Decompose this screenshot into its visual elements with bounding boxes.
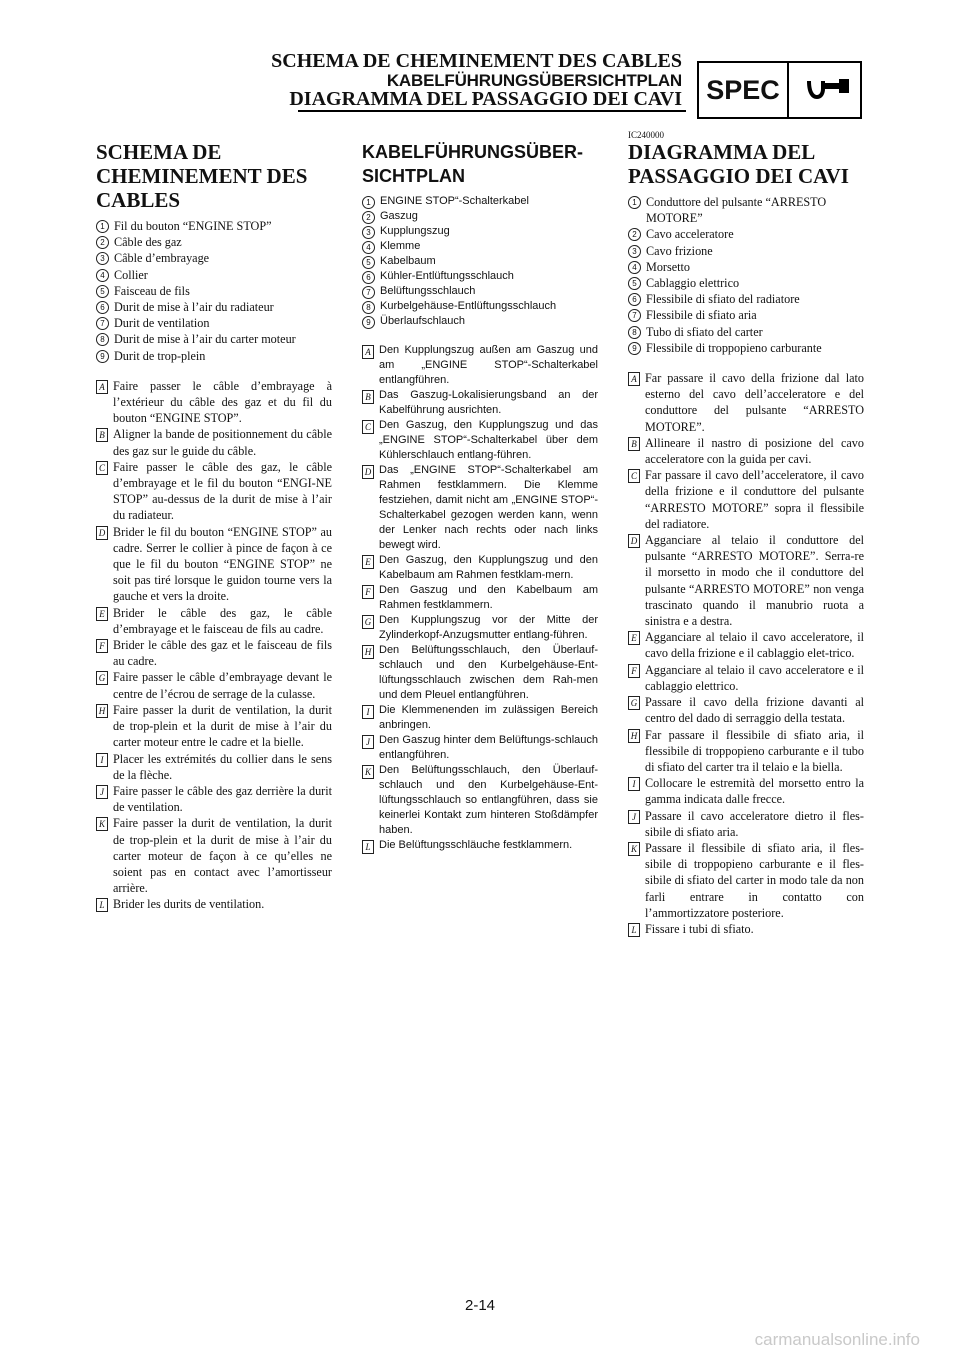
part-number-marker: 4: [628, 261, 641, 274]
section-title-fr: SCHEMA DE CHEMINEMENT DES CABLES: [96, 140, 308, 212]
note-text: Brider le câble des gaz, le câble d’embrayage et le faisceau de fils au cadre.: [113, 605, 332, 636]
note-letter-marker: A: [628, 372, 640, 386]
watermark: carmanualsonline.info: [754, 1330, 920, 1349]
note-list-item: [96, 605, 332, 637]
note-list-item: [362, 553, 598, 583]
part-list-item: [96, 218, 332, 234]
note-letter-marker: E: [628, 631, 640, 645]
part-number-marker: 6: [96, 301, 109, 314]
part-number-marker: 1: [362, 196, 375, 209]
note-letter-marker: J: [362, 735, 374, 749]
note-letter-marker: K: [362, 765, 374, 779]
part-label: ENGINE STOP“-Schalterkabel: [380, 195, 529, 207]
part-list-item: [628, 194, 864, 226]
part-number-marker: 1: [96, 220, 109, 233]
note-list-item: [628, 840, 864, 921]
part-list-item: [628, 340, 864, 356]
note-letter-marker: G: [96, 671, 108, 685]
note-letter-marker: L: [96, 898, 108, 912]
section-title-de: KABELFÜHRUNGSÜBER-SICHTPLAN: [362, 142, 583, 186]
part-list-item: [362, 224, 598, 239]
note-text: Das „ENGINE STOP“-Schalterkabel am Rahmen festklammern. Die Klemme festziehen, damit nicht am „ENGINE STOP“-Schalterkabel gezogen werden kann, wenn der Lenker nach rechts oder nach links bewegt wird.: [379, 464, 598, 551]
note-text: Den Gaszug und den Kabelbaum am Rahmen festklammern.: [379, 584, 598, 611]
part-label: Fil du bouton “ENGINE STOP”: [114, 219, 272, 233]
column-german: [362, 140, 598, 854]
part-label: Câble des gaz: [114, 235, 182, 250]
note-text: Das Gaszug-Lokalisierungsband an der Kabelführung ausrichten.: [379, 389, 598, 416]
note-letter-marker: K: [628, 842, 640, 856]
note-list-item: [628, 694, 864, 726]
part-label: Durit de ventilation: [114, 316, 210, 331]
note-text: Den Gaszug, den Kupplungszug und das „ENGINE STOP“-Schalterkabel über dem Kühlerschlauch entlang-führen.: [379, 419, 598, 461]
note-letter-marker: F: [362, 585, 374, 599]
part-number-marker: 7: [96, 317, 109, 330]
column-french: [96, 140, 332, 913]
note-text: Agganciare al telaio il conduttore del pulsante “ARRESTO MOTORE”. Serra-re il morsetto in modo che il conduttore del pulsante “ARRESTO MOTORE” non venga trascinato quando il manubrio ruota a sinistra e a destra.: [645, 533, 864, 629]
note-list-item: [362, 643, 598, 703]
part-label: Câble d’embrayage: [114, 251, 210, 266]
note-list-item: [96, 459, 332, 524]
note-letter-marker: I: [628, 777, 640, 791]
part-number-marker: 8: [362, 301, 375, 314]
note-text: Aligner la bande de positionnement du câble des gaz sur le guide du câble.: [113, 427, 332, 458]
note-letter-marker: J: [96, 785, 108, 799]
note-list-item: [362, 388, 598, 418]
part-number-marker: 3: [628, 245, 641, 258]
note-letter-marker: A: [96, 380, 108, 394]
part-list-item: [628, 324, 864, 340]
part-label: Tubo di sfiato del carter: [646, 324, 763, 339]
notes-list-fr: [96, 378, 332, 913]
note-letter-marker: D: [96, 526, 108, 540]
note-list-item: [628, 370, 864, 435]
part-label: Cavo acceleratore: [646, 227, 734, 242]
header-rule: [298, 110, 686, 112]
note-text: Collocare le estremità del morsetto entro la gamma indicata dalle frecce.: [645, 776, 864, 807]
part-list-item: [628, 259, 864, 275]
part-number-marker: 1: [628, 196, 641, 209]
wrench-icon: [803, 75, 851, 105]
note-letter-marker: H: [96, 704, 108, 718]
section-title-it: DIAGRAMMA DEL PASSAGGIO DEI CAVI: [628, 140, 849, 188]
note-list-item: [362, 703, 598, 733]
note-list-item: [362, 343, 598, 388]
note-list-item: [362, 418, 598, 463]
part-label: Kühler-Entlüftungsschlauch: [380, 270, 514, 282]
note-letter-marker: C: [362, 420, 374, 434]
note-list-item: [96, 751, 332, 783]
note-list-item: [96, 669, 332, 701]
note-list-item: [362, 733, 598, 763]
part-number-marker: 6: [362, 271, 375, 284]
note-letter-marker: H: [628, 729, 640, 743]
part-list-item: [362, 239, 598, 254]
part-list-item: [362, 254, 598, 269]
note-letter-marker: F: [96, 639, 108, 653]
note-list-item: [96, 524, 332, 605]
part-label: Klemme: [380, 240, 421, 252]
note-text: Passare il flessibile di sfiato aria, il fles-sibile di troppopieno carburante e il fles-sibile di sfiato del carter in modo tale da non farli entrare in contatto con l’ammortizzatore posteriore.: [645, 840, 864, 920]
note-text: Passare il cavo della frizione davanti al centro del dado di serraggio della testata.: [645, 695, 864, 726]
part-list-item: [96, 315, 332, 331]
part-list-item: [362, 284, 598, 299]
note-text: Faire passer la durit de ventilation, la durit de trop-plein et la durit de mise à l’air du carter moteur de façon à ce qu’elles ne soient pas en contact avec l’amortisseur arrière.: [113, 816, 332, 896]
part-number-marker: 3: [96, 252, 109, 265]
part-number-marker: 9: [628, 342, 641, 355]
part-number-marker: 2: [362, 211, 375, 224]
part-number-marker: 7: [362, 286, 375, 299]
parts-list-de: [362, 194, 598, 329]
note-letter-marker: D: [628, 534, 640, 548]
part-label: Cavo frizione: [646, 243, 713, 258]
note-list-item: [96, 896, 332, 912]
note-text: Agganciare al telaio il cavo acceleratore e il cablaggio elettrico.: [645, 662, 864, 693]
note-list-item: [96, 378, 332, 427]
note-list-item: [96, 783, 332, 815]
note-list-item: [628, 775, 864, 807]
note-text: Den Kupplungszug außen am Gaszug und am „ENGINE STOP“-Schalterkabel entlangführen.: [379, 344, 598, 386]
spec-label: SPEC: [706, 74, 780, 105]
note-text: Brider le fil du bouton “ENGINE STOP” au cadre. Serrer le collier à pince de façon à ce que le fil du bouton “ENGINE STOP” ne soit pas tiré lorsque le guidon tourne vers la gauche et vers la droite.: [113, 524, 332, 604]
notes-list-it: [628, 370, 864, 937]
part-label: Überlaufschlauch: [380, 315, 465, 327]
spec-divider: [787, 63, 789, 117]
part-label: Faisceau de fils: [114, 283, 190, 298]
note-list-item: [628, 808, 864, 840]
part-number-marker: 9: [96, 350, 109, 363]
part-label: Cablaggio elettrico: [646, 276, 740, 291]
note-text: Allineare il nastro di posizione del cavo acceleratore con la guida per cavi.: [645, 435, 864, 467]
part-list-item: [628, 307, 864, 323]
note-letter-marker: B: [628, 437, 640, 451]
part-list-item: [96, 234, 332, 250]
part-label: Flessibile di sfiato del radiatore: [646, 292, 800, 307]
part-list-item: [362, 299, 598, 314]
note-letter-marker: C: [96, 461, 108, 475]
note-list-item: [362, 763, 598, 838]
note-text: Faire passer le câble des gaz derrière la durit de ventilation.: [113, 783, 332, 815]
part-list-item: [362, 314, 598, 329]
part-number-marker: 7: [628, 309, 641, 322]
column-italian: [628, 130, 864, 937]
part-label: Conduttore del pulsante “ARRESTO MOTORE”: [646, 195, 827, 226]
note-text: Den Belüftungsschlauch, den Überlauf-schlauch und den Kurbelgehäuse-Ent-lüftungsschlauch so entlangführen, dass sie keinerlei Kontakt zum hinteren Stoßdämpfer haben.: [379, 764, 598, 836]
parts-list-fr: [96, 218, 332, 364]
note-letter-marker: C: [628, 469, 640, 483]
note-letter-marker: E: [362, 555, 374, 569]
part-list-item: [628, 226, 864, 242]
note-list-item: [96, 815, 332, 896]
part-number-marker: 2: [96, 236, 109, 249]
page-header-titles: [271, 52, 682, 109]
part-label: Gaszug: [380, 210, 418, 222]
note-text: Die Klemmenenden im zulässigen Bereich anbringen.: [379, 704, 598, 731]
part-label: Durit de mise à l’air du carter moteur: [114, 332, 296, 347]
note-list-item: [96, 637, 332, 669]
note-text: Die Belüftungsschläuche festklammern.: [379, 839, 573, 851]
note-letter-marker: D: [362, 465, 374, 479]
part-number-marker: 5: [96, 285, 109, 298]
note-letter-marker: K: [96, 817, 108, 831]
note-letter-marker: G: [628, 696, 640, 710]
part-number-marker: 4: [362, 241, 375, 254]
note-text: Den Belüftungsschlauch, den Überlauf-schlauch und den Kurbelgehäuse-Ent-lüftungsschlauch zwischen dem Rah-men und dem Pleuel entlangführen.: [379, 644, 598, 701]
header-title-it: DIAGRAMMA DEL PASSAGGIO DEI CAVI: [289, 88, 682, 110]
note-letter-marker: A: [362, 345, 374, 359]
note-text: Far passare il cavo dell’acceleratore, il cavo della frizione e il conduttore del pulsante “ARRESTO MOTORE” sopra il flessibile del radiatore.: [645, 468, 864, 531]
note-text: Far passare il flessibile di sfiato aria, il flessibile di troppopieno carburante e il tubo di sfiato del carter tra il telaio e la biella.: [645, 727, 864, 774]
note-letter-marker: B: [96, 428, 108, 442]
section-code-it: IC240000: [628, 130, 664, 140]
part-label: Kupplungszug: [380, 225, 450, 237]
part-list-item: [96, 267, 332, 283]
part-label: Collier: [114, 267, 148, 282]
part-label: Flessibile di troppopieno carburante: [646, 340, 822, 355]
note-text: Den Gaszug hinter dem Belüftungs-schlauch entlangführen.: [379, 734, 598, 761]
note-letter-marker: G: [362, 615, 374, 629]
note-text: Den Kupplungszug vor der Mitte der Zylinderkopf-Anzugsmutter entlang-führen.: [379, 614, 598, 641]
part-list-item: [362, 269, 598, 284]
part-number-marker: 4: [96, 269, 109, 282]
note-list-item: [96, 702, 332, 751]
note-letter-marker: L: [362, 840, 374, 854]
note-text: Faire passer le câble d’embrayage devant le centre de l’écrou de serrage de la culasse.: [113, 670, 332, 701]
note-text: Agganciare al telaio il cavo acceleratore, il cavo della frizione e il cablaggio elet-trico.: [645, 630, 864, 661]
part-list-item: [96, 250, 332, 266]
note-text: Faire passer le câble d’embrayage à l’extérieur du câble des gaz et du fil du bouton “ENGINE STOP”.: [113, 378, 332, 426]
part-number-marker: 6: [628, 293, 641, 306]
part-list-item: [628, 291, 864, 307]
part-list-item: [628, 275, 864, 291]
part-list-item: [362, 209, 598, 224]
part-list-item: [96, 299, 332, 315]
note-list-item: [96, 426, 332, 458]
part-number-marker: 8: [628, 326, 641, 339]
spec-badge: [697, 61, 862, 119]
notes-list-de: [362, 343, 598, 854]
note-list-item: [362, 463, 598, 553]
parts-list-it: [628, 194, 864, 356]
note-list-item: [362, 838, 598, 854]
part-number-marker: 5: [362, 256, 375, 269]
part-list-item: [96, 348, 332, 364]
note-list-item: [628, 467, 864, 532]
note-text: Fissare i tubi di sfiato.: [645, 921, 754, 936]
note-list-item: [362, 583, 598, 613]
note-letter-marker: E: [96, 607, 108, 621]
note-letter-marker: I: [362, 705, 374, 719]
note-text: Passare il cavo acceleratore dietro il fles-sibile di sfiato aria.: [645, 808, 864, 839]
part-number-marker: 8: [96, 333, 109, 346]
part-number-marker: 9: [362, 316, 375, 329]
note-letter-marker: B: [362, 390, 374, 404]
note-list-item: [628, 921, 864, 937]
note-letter-marker: F: [628, 664, 640, 678]
note-text: Faire passer le câble des gaz, le câble d’embrayage et le fil du bouton “ENGI-NE STOP” au-dessus de la durit de mise à l’air du radiateur.: [113, 459, 332, 523]
part-label: Durit de trop-plein: [114, 348, 206, 363]
part-list-item: [96, 331, 332, 347]
note-list-item: [628, 662, 864, 694]
part-list-item: [96, 283, 332, 299]
note-text: Far passare il cavo della frizione dal lato esterno del cavo dell’acceleratore e del conduttore del pulsante “ARRESTO MOTORE”.: [645, 371, 864, 434]
part-list-item: [628, 243, 864, 259]
note-list-item: [628, 629, 864, 661]
note-text: Brider les durits de ventilation.: [113, 897, 265, 912]
part-label: Kabelbaum: [380, 255, 436, 267]
part-label: Morsetto: [646, 259, 691, 274]
part-label: Flessibile di sfiato aria: [646, 308, 757, 323]
note-list-item: [628, 532, 864, 629]
page-number: 2-14: [464, 1297, 496, 1314]
note-text: Placer les extrémités du collier dans le sens de la flèche.: [113, 751, 332, 782]
part-label: Kurbelgehäuse-Entlüftungsschlauch: [380, 300, 557, 312]
note-letter-marker: H: [362, 645, 374, 659]
note-text: Faire passer la durit de ventilation, la durit de trop-plein et la durit de mise à l’air du carter moteur entre le cadre et la bielle.: [113, 702, 332, 750]
note-list-item: [362, 613, 598, 643]
part-label: Belüftungsschlauch: [380, 285, 476, 297]
note-list-item: [628, 727, 864, 776]
header-title-fr: SCHEMA DE CHEMINEMENT DES CABLES: [271, 50, 682, 72]
note-list-item: [628, 435, 864, 467]
note-letter-marker: J: [628, 810, 640, 824]
note-text: Brider le câble des gaz et le faisceau de fils au cadre.: [113, 638, 332, 669]
part-number-marker: 2: [628, 228, 641, 241]
note-text: Den Gaszug, den Kupplungszug und den Kabelbaum am Rahmen festklam-mern.: [379, 554, 598, 581]
part-label: Durit de mise à l’air du radiateur: [114, 300, 274, 315]
part-list-item: [362, 194, 598, 209]
note-letter-marker: I: [96, 753, 108, 767]
header-title-de: KABELFÜHRUNGSÜBERSICHTPLAN: [386, 71, 682, 90]
note-letter-marker: L: [628, 923, 640, 937]
part-number-marker: 3: [362, 226, 375, 239]
part-number-marker: 5: [628, 277, 641, 290]
